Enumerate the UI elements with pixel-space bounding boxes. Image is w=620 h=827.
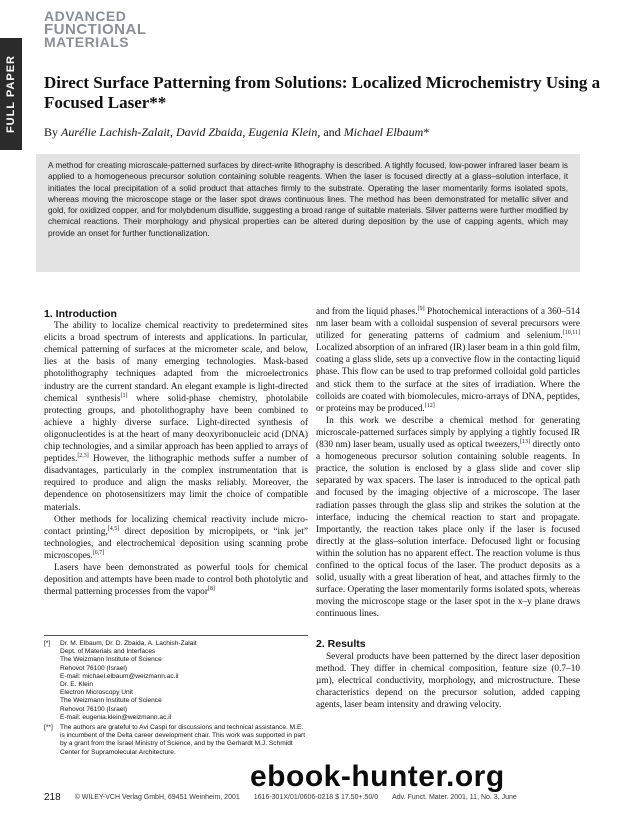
article-code: 1616-301X/01/0606-0218 $ 17.50+.50/0	[253, 794, 379, 801]
author-4: Michael Elbaum	[343, 125, 424, 139]
journal-logo	[44, 10, 164, 49]
author-2: David Zbaida	[176, 125, 243, 139]
acknowledgments-text: The authors are grateful to Avi Caspi for discussions and technical assistance. M.E. is incumbent of the Delta career development chair. This work was supported in part by a grant from the Israel Ministry of Science, and by the Gerhardt M.J. Schmidt Center for Supramolecular Architecture.	[60, 724, 306, 756]
section-side-tab	[0, 38, 22, 150]
abstract: A method for creating microscale-patterned surfaces by direct-write lithography is described. A tightly focused, low-power infrared laser beam is applied to a homogeneous precursor solution containing soluble reagents. When the laser is focused directly at a glass–solution interface, it initiates the local precipitation of a solid product that attaches firmly to the substrate. Operating the laser momentarily forms isolated spots, whereas moving the microscope stage or the laser spot draws continuous lines. The method has been demonstrated for metallic silver and gold, for oxidized copper, and for molybdenum disulfide, suggesting a broad range of suitable materials. Silver patterns were further modified by chemical reactions. Their morphology and physical properties can be altered during deposition by the use of capping agents, which may provide an onset for further functionalization.	[36, 154, 580, 272]
author-line: By Aurélie Lachish-Zalait, David Zbaida, Eugenia Klein, and Michael Elbaum*	[44, 125, 430, 139]
footnote-affiliations	[44, 640, 308, 722]
intro-paragraph-4: and from the liquid phases.[9] Photochemical interactions of a 360–514 nm laser beam with a colloidal suspension of several precursors were utilized for generating patterns of cadmium and selenium.[10,11] Localized absorption of an infrared (IR) laser beam in a thin gold film, coating a glass slide, sets up a convective flow in the contacting liquid phase. This flow can be used to trap preformed colloidal gold particles and stick them to the surface at the sites of irradiation. Where the colloids are coated with biomolecules, micro-arrays of DNA, peptides, or proteins may be produced.[12]	[316, 305, 580, 414]
journal-logo-line2: FUNCTIONAL	[44, 20, 147, 38]
by-label: By	[44, 125, 59, 139]
affiliation-line: Dr. M. Elbaum, Dr. D. Zbaida, A. Lachish-Zalait	[60, 640, 197, 647]
intro-paragraph-1: The ability to localize chemical reactivity to predetermined sites elicits a broad spectrum of interests and applications. In particular, chemical patterning of surfaces at the micrometer scale, and below, lies at the basis of many emerging technologies. Mask-based photolithography techniques adapted from the microelectronics industry are the current standard. An elegant example is light-directed chemical synthesis[1] where solid-phase chemistry, photolabile protecting groups, and photolithography have been combined to achieve a highly diverse surface. Light-directed synthesis of oligonucleotides is at the heart of many deoxyribonucleic acid (DNA) chip technologies, and a similar approach has been applied to arrays of peptides.[2,3] However, the lithographic methods suffer a number of disadvantages, particularly in the complex instrumentation that is required to produce and align the masks reliably. Moreover, the dependence on photosensitizers may limit the choice of compatible materials.	[44, 321, 309, 513]
watermark-text: ebook-hunter.org	[250, 760, 505, 793]
page-number: 218	[44, 792, 61, 803]
intro-paragraph-2: Other methods for localizing chemical reactivity include micro-contact printing,[4,5] direct deposition by micropipets, or “ink jet” technologies, and electrochemical deposition using scanning probe microscopes.[6,7]	[44, 514, 308, 561]
section-heading-results: 2. Results	[316, 638, 366, 651]
corresponding-mark: *	[423, 125, 430, 139]
and-label: and	[323, 125, 341, 139]
footnote-acknowledgments	[44, 724, 308, 757]
journal-logo-line3: MATERIALS	[44, 34, 130, 51]
journal-logo-line1: ADVANCED	[44, 8, 127, 24]
section-heading-introduction: 1. Introduction	[44, 308, 117, 320]
affiliation-line: Dr. E. Klein	[60, 681, 93, 689]
author-1: Aurélie Lachish-Zalait	[61, 125, 171, 139]
page-footer	[44, 792, 604, 803]
affiliation-line: E-mail: michael.elbaum@weizmann.ac.il	[60, 672, 179, 680]
author-3: Eugenia Klein	[248, 125, 318, 139]
affiliation-line: E-mail: eugenia.klein@weizmann.ac.il	[60, 713, 172, 721]
footnotes	[44, 635, 308, 759]
affiliation-line: Electron Microscopy Unit	[60, 689, 133, 697]
column-right	[316, 306, 580, 711]
footnote-mark-2: [**]	[44, 724, 53, 732]
article-title: Direct Surface Patterning from Solutions: Localized Microchemistry Using a Focused Laser**	[44, 73, 601, 112]
journal-reference: Adv. Funct. Mater. 2001, 11, No. 3, June	[392, 794, 517, 801]
copyright-notice: © WILEY-VCH Verlag GmbH, 69451 Weinheim, 2001	[74, 794, 240, 801]
affiliation-line: Dept. of Materials and Interfaces	[60, 648, 156, 656]
affiliation-line: Rehovot 76100 (Israel)	[60, 705, 128, 713]
footnote-mark-1: [*]	[44, 640, 51, 647]
intro-paragraph-5: In this work we describe a chemical method for generating microscale-patterned surfaces simply by applying a tightly focused IR (830 nm) laser beam, usually used as optical tweezers,[13] directly onto a homogeneous precursor solution containing soluble reagents. In practice, the solution is enclosed by a glass slide and cover slip separated by wax spacers. The laser is introduced to the optical path and focused by the imaging objective of a microscope. The laser radiation passes through the glass slip and strikes the solution at the interface, inducing the chemical reaction to start and propagate. Importantly, the reaction takes place only if the laser is focused directly at the glass–solution interface. Defocused light or focusing within the solution has no apparent effect. The reaction volume is thus confined to the optical focus of the laser. The product deposits as a solid, usually with a great liberation of heat, and attaches firmly to the surface. Operating the laser momentarily forms isolated spots, whereas moving the microscope stage or the laser spot in the x–y plane draws continuous lines.	[316, 415, 580, 620]
intro-paragraph-3: Lasers have been demonstrated as powerful tools for chemical deposition and attempts have been made to control both photolytic and thermal patterning processes from the vapor[8]	[44, 562, 308, 598]
affiliation-line: Rehovot 76100 (Israel)	[60, 664, 128, 672]
results-paragraph-1: Several products have been patterned by the direct laser deposition method. They differ in chemical composition, feature size (0.7–10 µm), electrical conductivity, morphology, and microstructure. These characteristics depend on the precursor solution, added capping agents, laser beam intensity and drawing velocity.	[316, 651, 580, 710]
affiliation-line: The Weizmann Institute of Science	[60, 656, 162, 664]
side-tab-label: FULL PAPER	[5, 54, 17, 134]
affiliation-line: The Weizmann Institute of Science	[60, 697, 162, 705]
column-left	[44, 308, 308, 598]
